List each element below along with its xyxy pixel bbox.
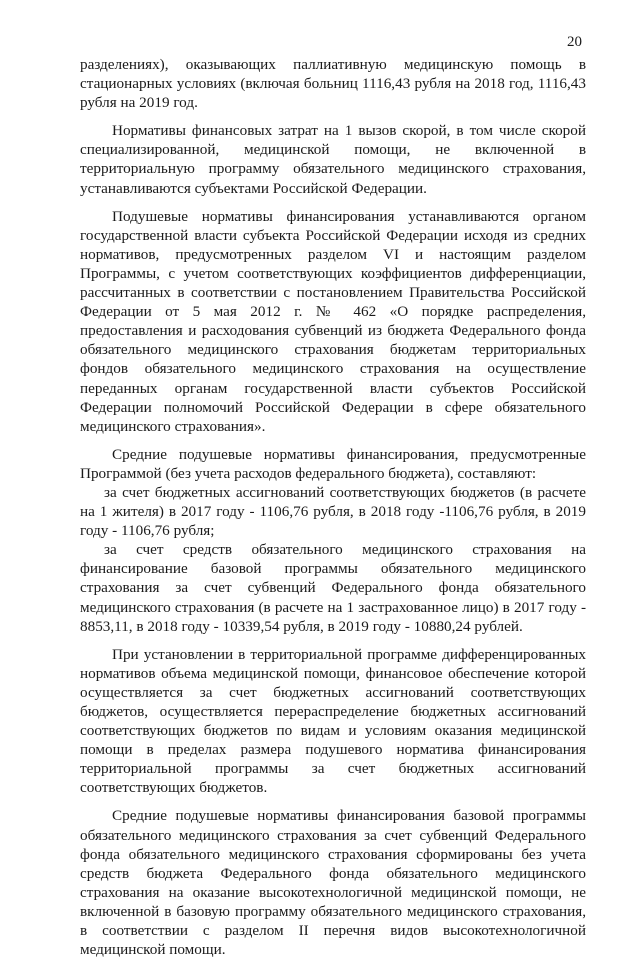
paragraph-per-capita-norms: Подушевые нормативы финансирования устанавливаются органом государственной власти субъекта Российской Федерации исходя из средних нормативов, предусмотренных разделом VI и настоящим разделом Программы, с учетом соответствующих коэффициентов дифференциации, рассчитанных в соответствии с постановлением Правительства Российской Федерации от 5 мая 2012 г. № 462 «О порядке распределения, предоставления и расходования субвенций из бюджета Федерального фонда обязательного медицинского страхования бюджетам территориальных фондов обязательного медицинского страхования на осуществление переданных органам государственной власти субъектов Российской Федерации полномочий Российской Федерации в сфере обязательного медицинского страхования». [80,207,586,435]
paragraph-ambulance-costs: Нормативы финансовых затрат на 1 вызов скорой, в том числе скорой специализированной, медицинской помощи, не включенной в территориальную программу обязательного медицинского страхования, устанавливаются субъектами Российской Федерации. [80,122,586,197]
list-item-insurance-funds: за счет средств обязательного медицинского страхования на финансирование базовой программы обязательного медицинского страхования за счет субвенций Федерального фонда обязательного медицинского страхования (в расчете на 1 застрахованное лицо) в 2017 году - 8853,11, в 2018 году - 10339,54 рубля, в 2019 году - 10880,24 рублей. [80,541,586,635]
paragraph-average-norms: Средние подушевые нормативы финансирования, предусмотренные Программой (без учета расходов федерального бюджета), составляют: [80,445,586,482]
paragraph-continuation: разделениях), оказывающих паллиативную медицинскую помощь в стационарных условиях (включая больниц 1116,43 рубля на 2018 год, 1116,43 рубля на 2019 год. [80,56,586,112]
page-number: 20 [567,34,582,50]
paragraph-differentiated-norms: При установлении в территориальной программе дифференцированных нормативов объема медицинской помощи, финансовое обеспечение которой осуществляется за счет бюджетных ассигнований соответствующих бюджетов, осуществляется перераспределение бюджетных ассигнований соответствующих бюджетов по видам и условиям оказания медицинской помощи в пределах размера подушевого норматива финансирования территориальной программы за счет бюджетных ассигнований соответствующих бюджетов. [80,645,586,797]
list-item-budget-allocations: за счет бюджетных ассигнований соответствующих бюджетов (в расчете на 1 жителя) в 2017 году - 1106,76 рубля, в 2018 году -1106,76 рубля, в 2019 году - 1106,76 рубля; [80,483,586,540]
document-body [80,55,586,959]
paragraph-base-program-norms: Средние подушевые нормативы финансирования базовой программы обязательного медицинского страхования за счет субвенций Федерального фонда обязательного медицинского страхования сформированы без учета средств бюджета Федерального фонда обязательного медицинского страхования на оказание высокотехнологичной медицинской помощи, не включенной в базовую программу обязательного медицинского страхования, в соответствии с разделом II перечня видов высокотехнологичной медицинской помощи. [80,807,586,959]
